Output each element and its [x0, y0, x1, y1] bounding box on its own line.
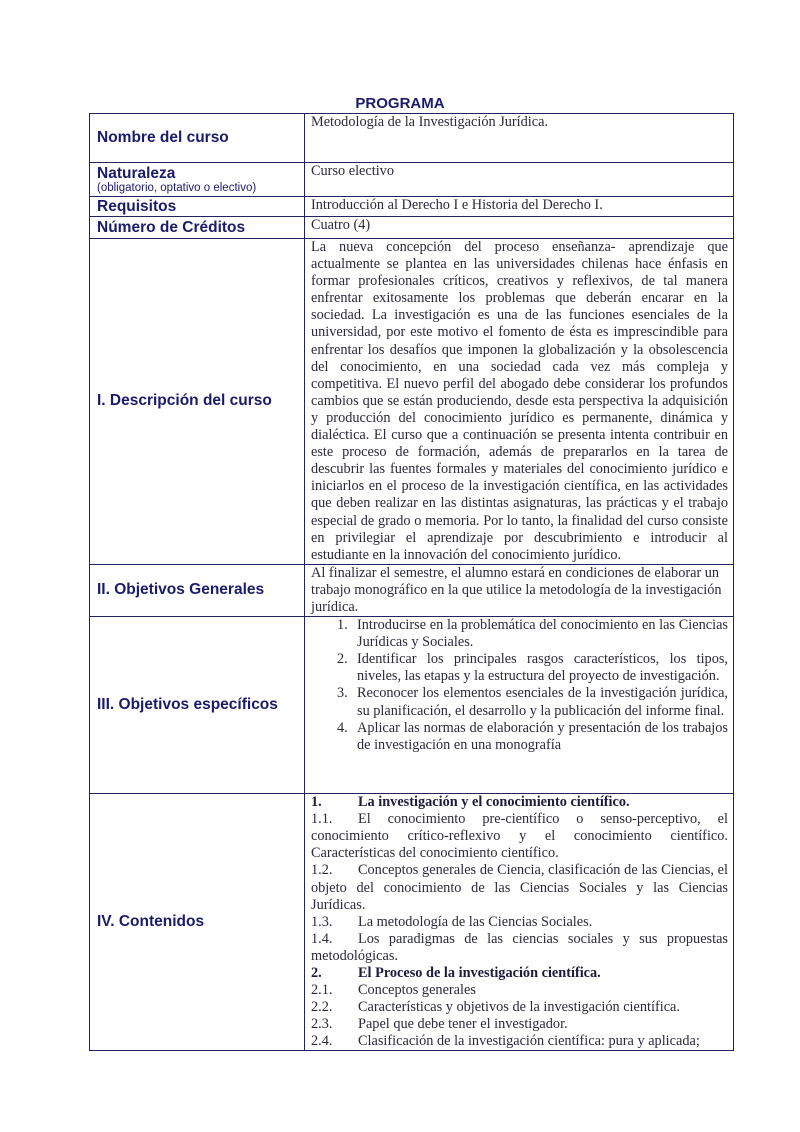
contenido-text: Clasificación de la investigación científica: pura y aplicada; — [358, 1033, 700, 1050]
row-contenidos — [90, 794, 734, 1051]
value-descripcion: La nueva concepción del proceso enseñanza- aprendizaje que actualmente se plantea en las universidades chilenas hace énfasis en formar profesionales críticos, creativos y reflexivos, de tal manera enfrentar exitosamente los problemas que deberán encarar en la sociedad. La investigación es una de las funciones esenciales de la universidad, por este motivo el fomento de ésta es imprescindible para enfrentar los desafíos que imponen la globalización y la obsolescencia del conocimiento, en una sociedad cada vez más compleja y competitiva. El nuevo perfil del abogado debe considerar los profundos cambios que se están produciendo, desde esta perspectiva la adquisición y producción del conocimiento jurídico es permanente, dinámica y dialéctica. El curso que a continuación se presenta intenta contribuir en este proceso de formación, además de prepararlos en la tarea de descubrir las fuentes formales y materiales del conocimiento jurídico e iniciarlos en el proceso de la investigación científica, en las actividades que deben realizar en las distintas asignaturas, las prácticas y el trabajo especial de grado o memoria. Por lo tanto, la finalidad del curso consiste en privilegiar el aprendizaje por descubrimiento e introducir al estudiante en la innovación del conocimiento jurídico. — [305, 239, 734, 565]
contenido-item — [311, 965, 728, 982]
objetivo-item — [311, 651, 728, 685]
label-naturaleza — [90, 163, 305, 197]
objetivo-item — [311, 617, 728, 651]
label-requisitos: Requisitos — [90, 197, 305, 217]
contenido-text: Características y objetivos de la investigación científica. — [358, 999, 680, 1016]
objetivo-number: 4. — [337, 719, 348, 736]
objetivo-number: 2. — [337, 651, 348, 668]
value-objetivos-especificos — [305, 617, 734, 794]
objetivo-item — [311, 685, 728, 719]
contenido-number: 2.3. — [311, 1016, 333, 1033]
contenido-item — [311, 999, 728, 1016]
row-objetivos-generales — [90, 564, 734, 616]
label-descripcion: I. Descripción del curso — [90, 239, 305, 565]
contenido-text: Papel que debe tener el investigador. — [358, 1016, 568, 1033]
contenido-number: 2. — [311, 965, 322, 981]
contenido-item — [311, 862, 728, 913]
contenido-number: 1.1. — [311, 811, 333, 828]
row-objetivos-especificos — [90, 617, 734, 794]
naturaleza-label: Naturaleza — [97, 165, 176, 182]
row-requisitos — [90, 197, 734, 217]
contenido-text: Los paradigmas de las ciencias sociales y sus propuestas metodológicas. — [311, 930, 728, 964]
contenido-number: 2.1. — [311, 982, 333, 999]
value-nombre: Metodología de la Investigación Jurídica. — [305, 114, 734, 163]
contenido-number: 2.2. — [311, 999, 333, 1016]
objetivo-number: 1. — [337, 617, 348, 634]
objetivo-number: 3. — [337, 685, 348, 702]
naturaleza-sublabel: (obligatorio, optativo o electivo) — [97, 182, 257, 194]
contenido-item — [311, 931, 728, 965]
contenido-number: 1.2. — [311, 862, 333, 879]
label-creditos: Número de Créditos — [90, 217, 305, 239]
contenido-text: Conceptos generales de Ciencia, clasificación de las Ciencias, el objeto del conocimiento de las Ciencias Sociales y las Ciencias Jurídicas. — [311, 862, 728, 913]
objetivo-text: Reconocer los elementos esenciales de la investigación jurídica, su planificación, el desarrollo y la publicación del informe final. — [357, 685, 728, 719]
value-naturaleza: Curso electivo — [305, 163, 734, 197]
value-creditos: Cuatro (4) — [305, 217, 734, 239]
objetivos-list — [311, 617, 728, 754]
label-objetivos-especificos: III. Objetivos específicos — [90, 617, 305, 794]
program-table — [89, 113, 734, 1051]
row-descripcion — [90, 239, 734, 565]
contenido-number: 1. — [311, 794, 322, 811]
row-naturaleza — [90, 163, 734, 197]
value-objetivos-generales: Al finalizar el semestre, el alumno estará en condiciones de elaborar un trabajo monográfico en la que utilice la metodología de la investigación jurídica. — [305, 564, 734, 616]
contenido-item — [311, 811, 728, 862]
objetivo-item — [311, 720, 728, 754]
objetivo-text: Identificar los principales rasgos característicos, los tipos, niveles, las etapas y la estructura del proyecto de investigación. — [357, 651, 728, 685]
label-nombre: Nombre del curso — [90, 114, 305, 163]
contenido-number: 1.4. — [311, 930, 333, 947]
row-nombre — [90, 114, 734, 163]
page-title: PROGRAMA — [355, 95, 445, 112]
objetivo-text: Introducirse en la problemática del conocimiento en las Ciencias Jurídicas y Sociales. — [357, 617, 728, 651]
contenido-text: La metodología de las Ciencias Sociales. — [358, 913, 593, 930]
contenido-item — [311, 982, 728, 999]
value-requisitos: Introducción al Derecho I e Historia del Derecho I. — [305, 197, 734, 217]
contenido-text: El Proceso de la investigación científica. — [358, 965, 601, 981]
label-contenidos: IV. Contenidos — [90, 794, 305, 1051]
contenidos-list — [305, 794, 734, 1051]
contenido-item — [311, 1016, 728, 1033]
contenido-text: La investigación y el conocimiento científico. — [358, 794, 630, 811]
objetivo-text: Aplicar las normas de elaboración y presentación de los trabajos de investigación en una monografía — [357, 719, 728, 753]
contenido-item — [311, 794, 728, 811]
contenido-number: 2.4. — [311, 1033, 333, 1050]
contenido-text: El conocimiento pre-científico o senso-perceptivo, el conocimiento crítico-reflexivo y el conocimiento científico. Características del conocimiento científico. — [311, 811, 728, 862]
contenido-item — [311, 914, 728, 931]
row-creditos — [90, 217, 734, 239]
contenido-number: 1.3. — [311, 913, 333, 930]
contenido-item — [311, 1033, 728, 1050]
label-objetivos-generales: II. Objetivos Generales — [90, 564, 305, 616]
contenido-text: Conceptos generales — [358, 982, 476, 999]
